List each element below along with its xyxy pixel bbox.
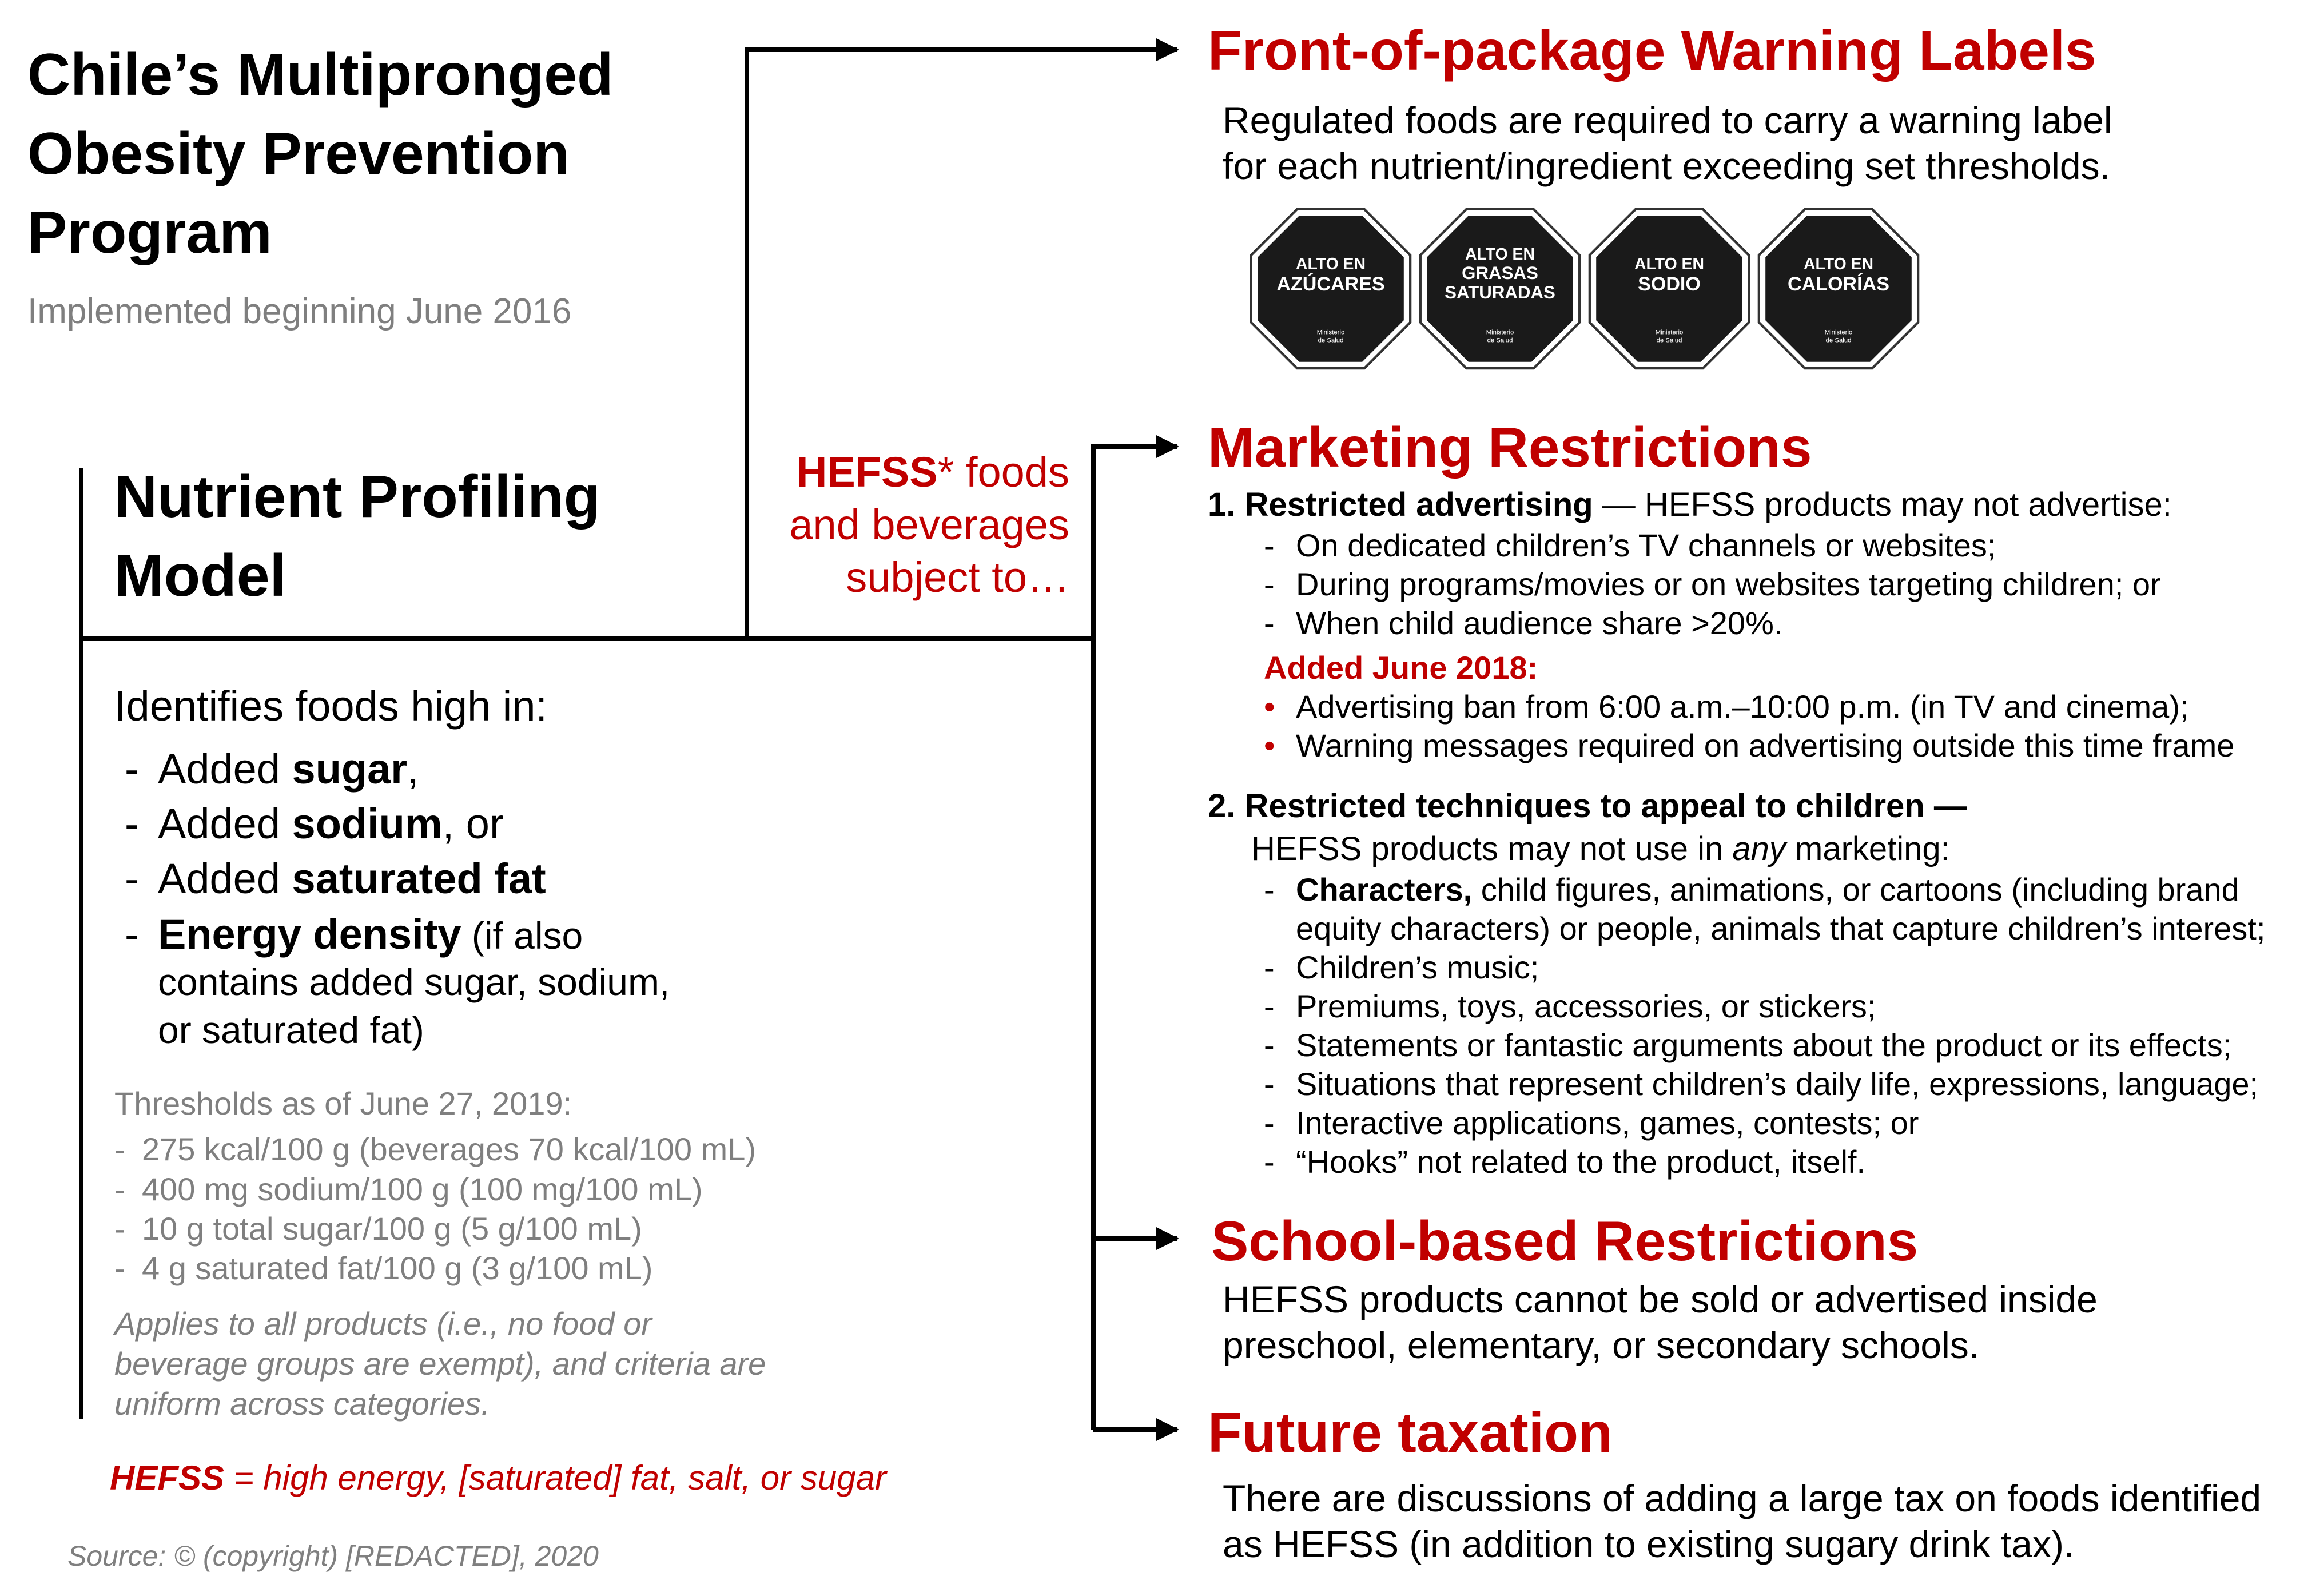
source-note: Source: © (copyright) [REDACTED], 2020 bbox=[67, 1540, 599, 1572]
subject-label: HEFSS* foods and beverages subject to… bbox=[789, 448, 1069, 601]
marketing-restriction-1: 1. Restricted advertising — HEFSS products may not advertise: bbox=[1208, 486, 2172, 523]
marketing-r2-item: - Interactive applications, games, contests; or bbox=[1264, 1105, 1919, 1141]
arrow-to-marketing bbox=[1093, 447, 1177, 1430]
threshold-item: - 275 kcal/100 g (beverages 70 kcal/100 mL) bbox=[114, 1131, 756, 1167]
svg-text:ALTO EN: ALTO EN bbox=[1804, 254, 1873, 273]
thresholds-heading: Thresholds as of June 27, 2019: bbox=[114, 1085, 572, 1121]
marketing-restriction-2: 2. Restricted techniques to appeal to children — bbox=[1208, 787, 1967, 825]
section-title-tax: Future taxation bbox=[1208, 1401, 1613, 1464]
added-item: • Warning messages required on advertising outside this time frame bbox=[1264, 727, 2235, 763]
section-title-marketing: Marketing Restrictions bbox=[1208, 416, 1812, 479]
page-subtitle: Implemented beginning June 2016 bbox=[27, 292, 572, 331]
svg-text:ALTO EN: ALTO EN bbox=[1634, 254, 1704, 273]
marketing-r2-item: - “Hooks” not related to the product, itself. bbox=[1264, 1144, 1866, 1180]
npm-item-energy-density: - Energy density (if also bbox=[125, 910, 583, 958]
marketing-r2-item: - Statements or fantastic arguments about the product or its effects; bbox=[1264, 1027, 2232, 1063]
svg-text:ALTO EN: ALTO EN bbox=[1465, 245, 1535, 264]
svg-text:Ministerio: Ministerio bbox=[1824, 329, 1853, 336]
added-item: • Advertising ban from 6:00 a.m.–10:00 p.m. (in TV and cinema); bbox=[1264, 688, 2189, 725]
stop-sign-azucares bbox=[1250, 208, 1412, 370]
section-desc-school: HEFSS products cannot be sold or advertised inside preschool, elementary, or secondary schools. bbox=[1223, 1278, 2098, 1366]
svg-text:de Salud: de Salud bbox=[1825, 337, 1852, 344]
svg-text:Ministerio: Ministerio bbox=[1655, 329, 1684, 336]
svg-text:ALTO EN: ALTO EN bbox=[1296, 254, 1366, 273]
marketing-r1-item: - During programs/movies or on websites targeting children; or bbox=[1264, 566, 2161, 602]
svg-text:CALORÍAS: CALORÍAS bbox=[1788, 273, 1889, 295]
svg-text:SODIO: SODIO bbox=[1638, 273, 1701, 295]
stop-sign-sodio bbox=[1588, 208, 1750, 370]
section-desc-tax: There are discussions of adding a large tax on foods identified as HEFSS (in addition to existing sugary drink tax). bbox=[1223, 1477, 2262, 1565]
svg-text:Ministerio: Ministerio bbox=[1316, 329, 1345, 336]
section-title-school: School-based Restrictions bbox=[1211, 1209, 1919, 1272]
threshold-item: - 10 g total sugar/100 g (5 g/100 mL) bbox=[114, 1211, 642, 1247]
npm-item-sugar: - Added sugar, bbox=[125, 745, 419, 793]
stop-sign-calorias bbox=[1757, 208, 1920, 370]
marketing-r2-item: - Children’s music; bbox=[1264, 949, 1539, 985]
svg-text:AZÚCARES: AZÚCARES bbox=[1276, 273, 1385, 295]
threshold-item: - 4 g saturated fat/100 g (3 g/100 mL) bbox=[114, 1250, 653, 1286]
section-title-labels: Front-of-package Warning Labels bbox=[1208, 19, 2096, 82]
threshold-item: - 400 mg sodium/100 g (100 mg/100 mL) bbox=[114, 1171, 703, 1207]
marketing-r2-item-characters: - Characters, child figures, animations, or cartoons (including brand bbox=[1264, 871, 2239, 908]
marketing-r1-item: - On dedicated children’s TV channels or websites; bbox=[1264, 527, 1996, 563]
svg-text:de Salud: de Salud bbox=[1656, 337, 1682, 344]
stop-sign-grasas-saturadas bbox=[1419, 208, 1581, 370]
marketing-r2-item-characters-cont: equity characters) or people, animals that capture children’s interest; bbox=[1296, 910, 2266, 946]
applies-note: Applies to all products (i.e., no food or beverage groups are exempt), and criteria are uniform across categories. bbox=[114, 1306, 766, 1422]
npm-intro: Identifies foods high in: bbox=[114, 682, 547, 730]
svg-text:Ministerio: Ministerio bbox=[1486, 329, 1514, 336]
marketing-r2-item: - Premiums, toys, accessories, or stickers; bbox=[1264, 988, 1876, 1024]
hefss-definition: HEFSS = high energy, [saturated] fat, salt, or sugar bbox=[110, 1459, 886, 1497]
npm-item-sodium: - Added sodium, or bbox=[125, 800, 504, 847]
page-title: Chile’s Multipronged Obesity Prevention Program bbox=[27, 42, 614, 266]
svg-text:de Salud: de Salud bbox=[1318, 337, 1344, 344]
svg-text:de Salud: de Salud bbox=[1487, 337, 1513, 344]
npm-item-saturated-fat: - Added saturated fat bbox=[125, 855, 546, 902]
svg-text:SATURADAS: SATURADAS bbox=[1445, 282, 1555, 303]
section-desc-labels: Regulated foods are required to carry a warning label for each nutrient/ingredient exceeding set thresholds. bbox=[1223, 99, 2112, 187]
added-june-2018-heading: Added June 2018: bbox=[1264, 650, 1538, 686]
marketing-r2-intro: HEFSS products may not use in any marketing: bbox=[1251, 830, 1950, 867]
svg-text:GRASAS: GRASAS bbox=[1462, 262, 1538, 283]
marketing-r2-item: - Situations that represent children’s daily life, expressions, language; bbox=[1264, 1066, 2259, 1102]
marketing-r1-item: - When child audience share >20%. bbox=[1264, 605, 1783, 641]
npm-energy-continuation: contains added sugar, sodium, or saturated fat) bbox=[158, 961, 670, 1051]
npm-title: Nutrient Profiling Model bbox=[114, 464, 600, 609]
